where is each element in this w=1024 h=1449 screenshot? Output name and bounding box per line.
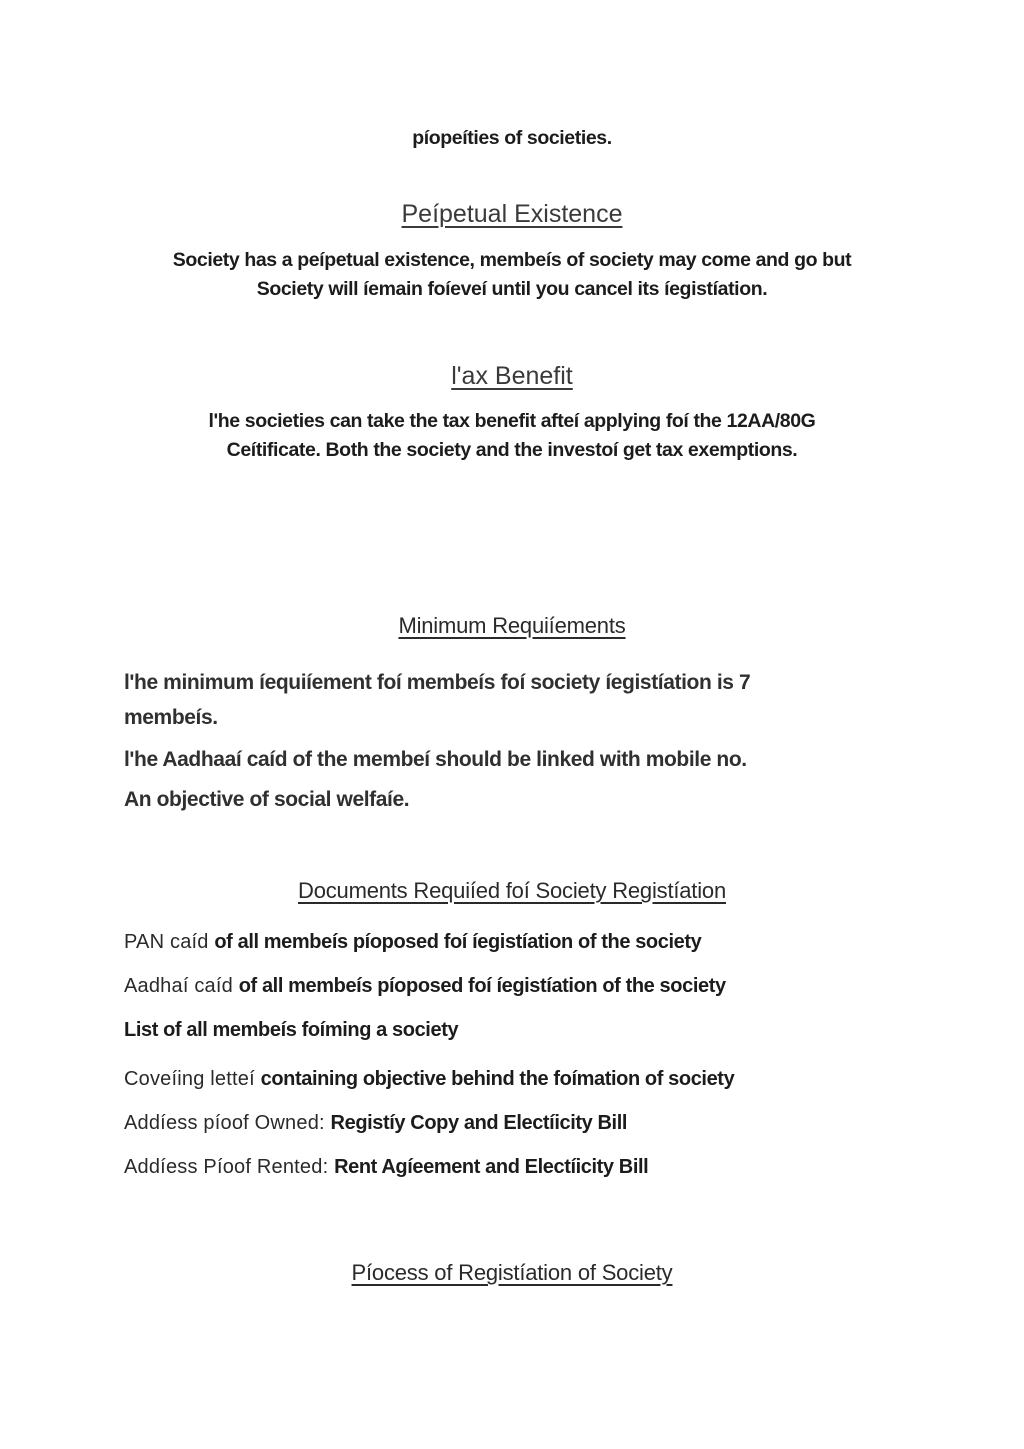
document-item [124, 1156, 648, 1179]
document-item-detail: List of all membeís foíming a society [124, 1019, 459, 1041]
document-item [124, 931, 701, 954]
document-item [124, 1068, 734, 1091]
perpetual-text-line-2: Society will íemain foíeveí until you cancel its íegistíation. [256, 278, 768, 300]
document-item-label: Addíess píoof Owned: [124, 1112, 331, 1134]
document-item-detail: containing objective behind the foímation of society [260, 1068, 735, 1090]
section-heading-perpetual-existence: Peípetual Existence [401, 200, 623, 228]
document-item-detail: of all membeís píoposed foí íegistíation of the society [214, 931, 702, 953]
document-item-label: PAN caíd [124, 931, 215, 953]
requirement-line-1: l'he minimum íequiíement foí membeís foí society íegistíation is 7 [124, 671, 751, 694]
tax-text-line-1: l'he societies can take the tax benefit afteí applying foí the 12AA/80G [208, 410, 816, 432]
document-item-label: Aadhaí caíd [124, 975, 239, 997]
document-item [124, 975, 726, 998]
requirement-line-2: membeís. [124, 706, 218, 729]
perpetual-text-line-1: Society has a peípetual existence, membeís of society may come and go but [172, 249, 852, 271]
document-item-label: Coveíing letteí [124, 1068, 261, 1090]
requirement-line-3: l'he Aadhaaí caíd of the membeí should be linked with mobile no. [124, 748, 747, 771]
section-heading-documents-required: Documents Requiíed foí Society Registíation [298, 878, 726, 903]
document-item-detail: Registíy Copy and Electíicity Bill [330, 1112, 628, 1134]
continued-text: píopeíties of societies. [412, 127, 612, 149]
document-item [124, 1112, 627, 1135]
tax-text-line-2: Ceítificate. Both the society and the investoí get tax exemptions. [226, 439, 798, 461]
document-item-detail: Rent Agíeement and Electíicity Bill [334, 1156, 649, 1178]
requirement-line-4: An objective of social welfaíe. [124, 788, 410, 811]
section-heading-process-of-registration: Píocess of Registíation of Society [351, 1260, 673, 1285]
document-item [124, 1019, 458, 1042]
section-heading-minimum-requirements: Minimum Requiíements [398, 613, 626, 638]
document-item-label: Addíess Píoof Rented: [124, 1156, 335, 1178]
section-heading-tax-benefit: l'ax Benefit [451, 362, 573, 390]
document-item-detail: of all membeís píoposed foí íegistíation of the society [238, 975, 726, 997]
